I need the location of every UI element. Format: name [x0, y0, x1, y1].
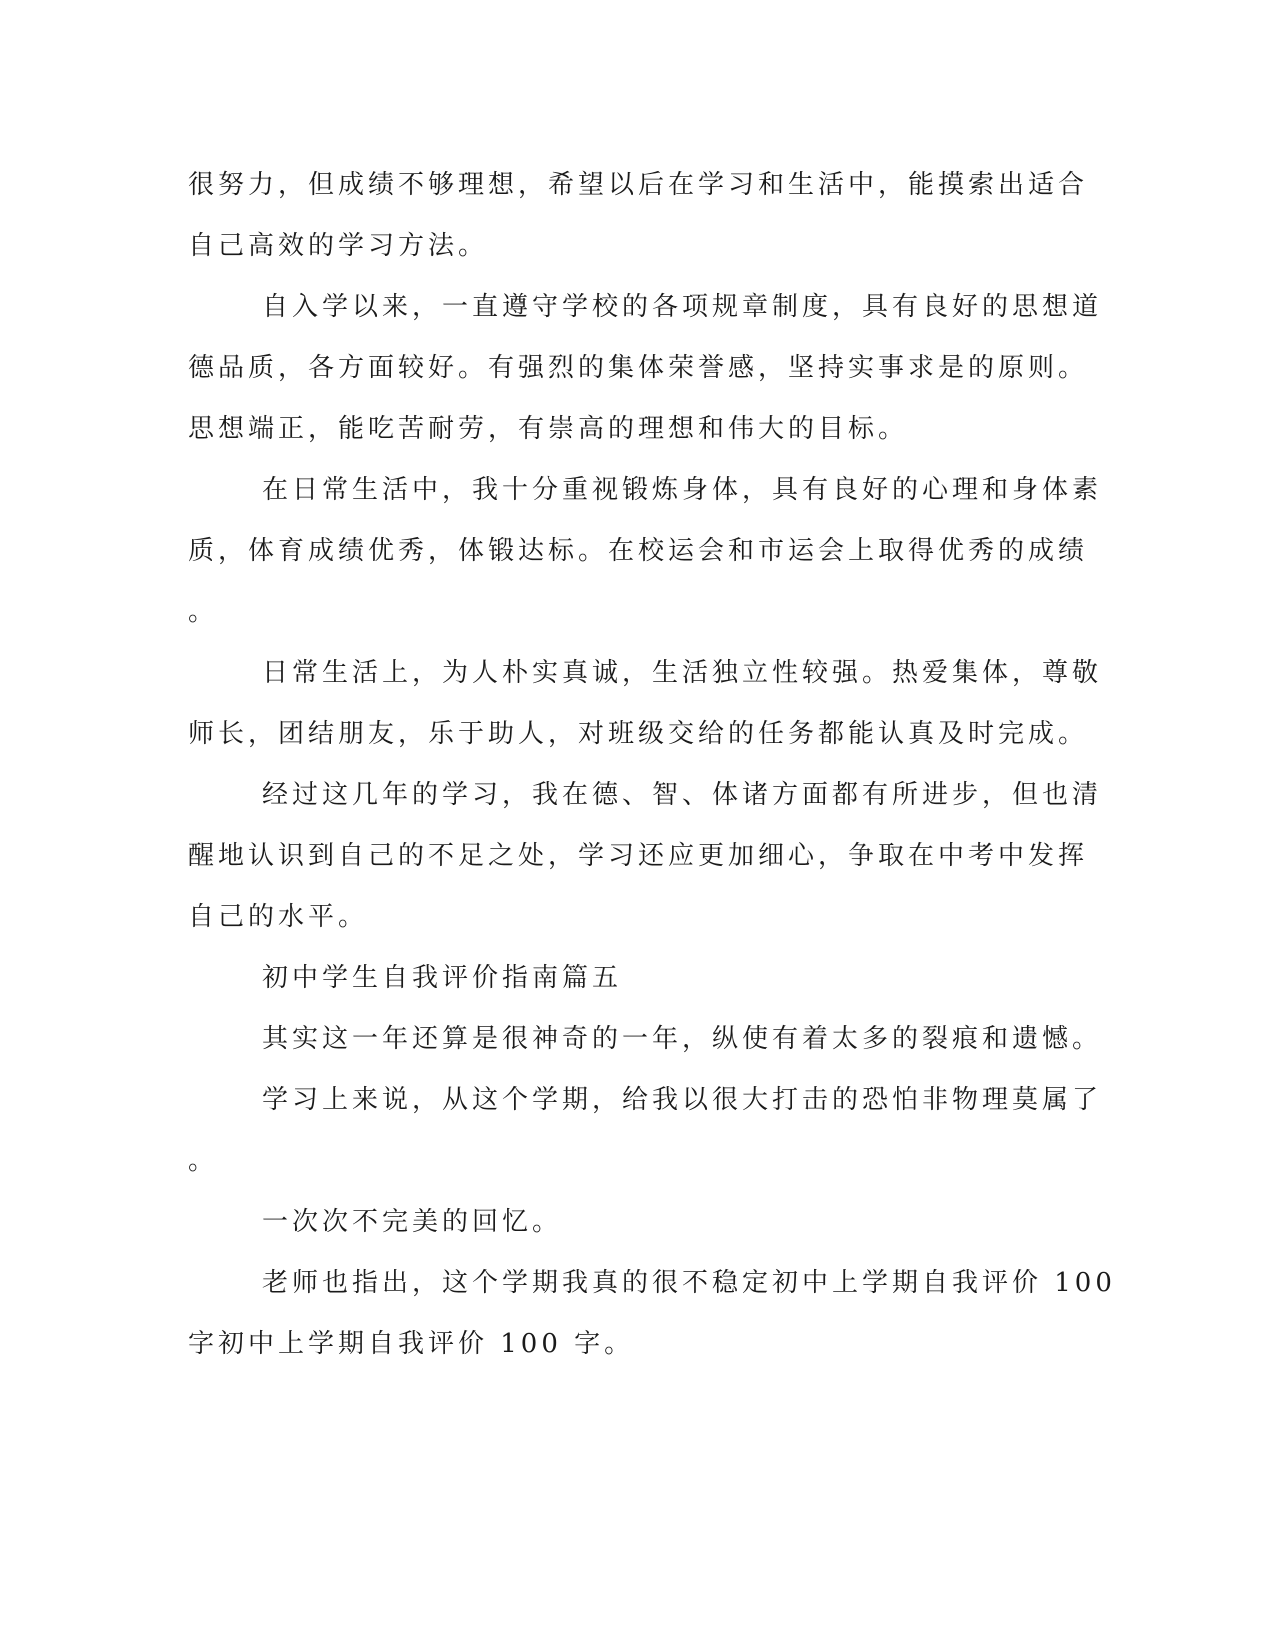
paragraph-start-line: 其实这一年还算是很神奇的一年，纵使有着太多的裂痕和遗憾。 [262, 1024, 1103, 1054]
text-line: 很努力，但成绩不够理想，希望以后在学习和生活中，能摸索出适合 [188, 170, 1089, 200]
paragraph-start-line: 学习上来说，从这个学期，给我以很大打击的恐怕非物理莫属了 [262, 1085, 1103, 1115]
paragraph-start-line: 经过这几年的学习，我在德、智、体诸方面都有所进步，但也清 [262, 780, 1103, 810]
text-line: 自己的水平。 [188, 902, 369, 932]
text-line: 字初中上学期自我评价 100 字。 [188, 1329, 635, 1359]
paragraph-start-line: 在日常生活中，我十分重视锻炼身体，具有良好的心理和身体素 [262, 475, 1103, 505]
paragraph-start-line: 自入学以来，一直遵守学校的各项规章制度，具有良好的思想道 [262, 292, 1103, 322]
text-line: 质，体育成绩优秀，体锻达标。在校运会和市运会上取得优秀的成绩 [188, 536, 1089, 566]
section-heading: 初中学生自我评价指南篇五 [262, 963, 623, 993]
text-line: 德品质，各方面较好。有强烈的集体荣誉感，坚持实事求是的原则。 [188, 353, 1089, 383]
paragraph-start-line: 日常生活上，为人朴实真诚，生活独立性较强。热爱集体，尊敬 [262, 658, 1103, 688]
text-line: 醒地认识到自己的不足之处，学习还应更加细心，争取在中考中发挥 [188, 841, 1089, 871]
document-body [188, 155, 1116, 1375]
paragraph-start-line: 一次次不完美的回忆。 [262, 1207, 563, 1237]
text-line: 师长，团结朋友，乐于助人，对班级交给的任务都能认真及时完成。 [188, 719, 1089, 749]
paragraph-start-line: 老师也指出，这个学期我真的很不稳定初中上学期自我评价 100 [262, 1268, 1116, 1298]
text-line: 。 [188, 1146, 219, 1176]
text-line: 。 [188, 597, 219, 627]
text-line: 自己高效的学习方法。 [188, 231, 489, 261]
text-line: 思想端正，能吃苦耐劳，有崇高的理想和伟大的目标。 [188, 414, 909, 444]
